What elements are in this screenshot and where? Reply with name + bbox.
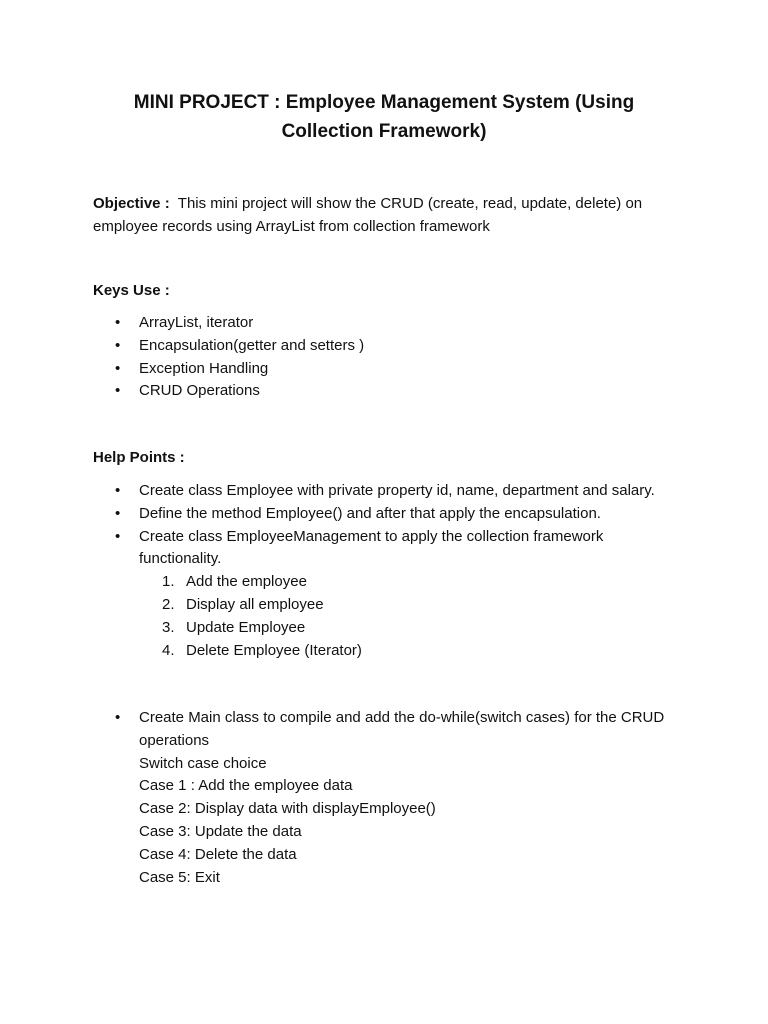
item-text: Update Employee bbox=[186, 618, 306, 636]
numbered-item bbox=[139, 571, 683, 594]
list-item-text: Create Main class to compile and add the do-while(switch cases) for the CRUD operations bbox=[139, 709, 665, 749]
list-item: • CRUD Operations bbox=[93, 380, 683, 403]
switch-case-lines bbox=[139, 753, 683, 890]
objective-label: Objective : bbox=[93, 195, 170, 212]
objective-paragraph bbox=[93, 193, 683, 238]
item-number: 3. bbox=[162, 618, 175, 636]
keys-use-heading: Keys Use : bbox=[93, 282, 170, 299]
list-item: • Encapsulation(getter and setters ) bbox=[93, 335, 683, 358]
numbered-item bbox=[139, 640, 683, 663]
switch-line: Case 3: Update the data bbox=[139, 822, 302, 840]
switch-line: Case 2: Display data with displayEmployee() bbox=[139, 800, 436, 818]
numbered-item bbox=[139, 594, 683, 617]
list-item bbox=[93, 707, 683, 889]
item-number: 1. bbox=[162, 573, 175, 591]
item-text: Add the employee bbox=[186, 573, 307, 591]
switch-line: Case 5: Exit bbox=[139, 868, 220, 886]
list-item bbox=[93, 526, 683, 663]
list-item: • Exception Handling bbox=[93, 358, 683, 381]
switch-line: Case 4: Delete the data bbox=[139, 845, 297, 863]
item-number: 4. bbox=[162, 641, 175, 659]
title-line-1: MINI PROJECT : Employee Management System (Using bbox=[133, 92, 635, 113]
switch-line: Switch case choice bbox=[139, 754, 267, 772]
keys-use-list bbox=[93, 312, 683, 403]
help-points-heading: Help Points : bbox=[93, 449, 185, 466]
list-item: • Create class Employee with private property id, name, department and salary. bbox=[93, 480, 683, 503]
numbered-item bbox=[139, 617, 683, 640]
item-text: Display all employee bbox=[186, 595, 324, 613]
item-number: 2. bbox=[162, 595, 175, 613]
page-title bbox=[0, 88, 768, 146]
switch-line: Case 1 : Add the employee data bbox=[139, 777, 353, 795]
title-line-2: Collection Framework) bbox=[281, 121, 487, 142]
item-text: Delete Employee (Iterator) bbox=[186, 641, 362, 659]
list-item: • Define the method Employee() and after that apply the encapsulation. bbox=[93, 503, 683, 526]
employee-management-sublist bbox=[139, 571, 683, 662]
help-points-list bbox=[93, 480, 683, 662]
list-item: • ArrayList, iterator bbox=[93, 312, 683, 335]
objective-text: This mini project will show the CRUD (create, read, update, delete) on employee records using ArrayList from collection framework bbox=[93, 195, 643, 235]
main-class-list bbox=[93, 707, 683, 889]
list-item-text: Create class EmployeeManagement to apply the collection framework functionality. bbox=[139, 527, 604, 568]
